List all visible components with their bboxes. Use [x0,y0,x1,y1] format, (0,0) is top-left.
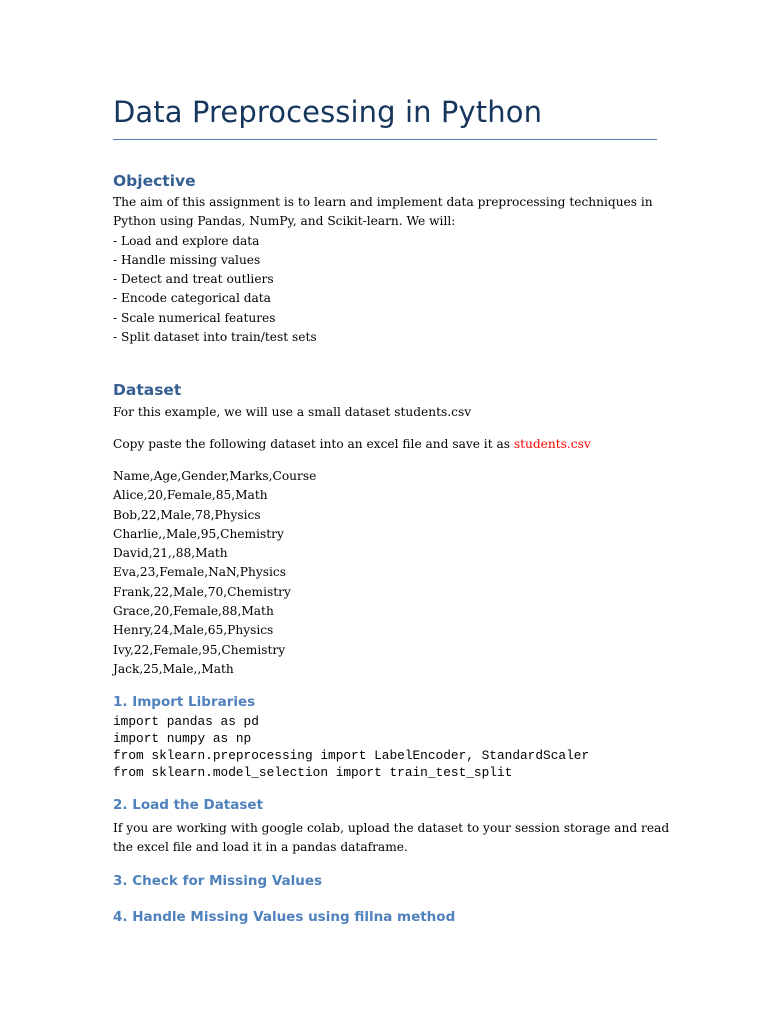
dataset-copy-instruction [113,435,657,454]
objective-line: Python using Pandas, NumPy, and Scikit-learn. We will: [113,214,456,229]
load-dataset-line: the excel file and load it in a pandas dataframe. [113,840,408,855]
objective-bullet: - Split dataset into train/test sets [113,330,317,345]
csv-row: Alice,20,Female,85,Math [113,488,268,503]
csv-row: Bob,22,Male,78,Physics [113,507,261,522]
objective-bullet: - Handle missing values [113,252,261,267]
load-dataset-heading: 2. Load the Dataset [113,797,264,813]
objective-line: The aim of this assignment is to learn and implement data preprocessing techniques in [113,195,653,209]
csv-row: Ivy,22,Female,95,Chemistry [113,642,286,657]
code-line: import pandas as pd [113,714,259,729]
dataset-intro [113,403,657,422]
students-csv-filename: students.csv [513,437,591,451]
objective-text [113,193,657,347]
objective-bullet: - Load and explore data [113,233,260,248]
code-line: from sklearn.model_selection import train_test_split [113,765,513,780]
csv-row: Jack,25,Male,,Math [113,661,234,676]
check-missing-heading: 3. Check for Missing Values [113,873,323,889]
code-line: from sklearn.preprocessing import LabelEncoder, StandardScaler [113,748,590,763]
csv-row: Charlie,,Male,95,Chemistry [113,526,284,541]
load-dataset-text [113,819,670,858]
objective-heading: Objective [113,172,196,190]
csv-row: Frank,22,Male,70,Chemistry [113,584,291,599]
csv-row: Eva,23,Female,NaN,Physics [113,565,286,580]
csv-row: David,21,,88,Math [113,546,228,561]
objective-bullet: - Scale numerical features [113,310,276,325]
dataset-csv-listing [113,467,657,679]
fillna-heading: 4. Handle Missing Values using fillna method [113,909,456,925]
code-line: import numpy as np [113,731,252,746]
csv-row: Grace,20,Female,88,Math [113,604,274,619]
csv-row: Henry,24,Male,65,Physics [113,623,274,638]
document-title: Data Preprocessing in Python [113,95,543,129]
import-libraries-heading: 1. Import Libraries [113,694,256,710]
objective-bullet: - Detect and treat outliers [113,272,274,287]
dataset-heading: Dataset [113,381,182,399]
title-underline [113,139,657,140]
load-dataset-line: If you are working with google colab, upload the dataset to your session storage and read [113,821,670,835]
dataset-intro-line: For this example, we will use a small dataset students.csv [113,405,472,419]
copy-instruction-text: Copy paste the following dataset into an excel file and save it as [113,437,514,451]
objective-bullet: - Encode categorical data [113,291,271,306]
import-code-block [113,713,657,781]
csv-header-row: Name,Age,Gender,Marks,Course [113,469,317,483]
